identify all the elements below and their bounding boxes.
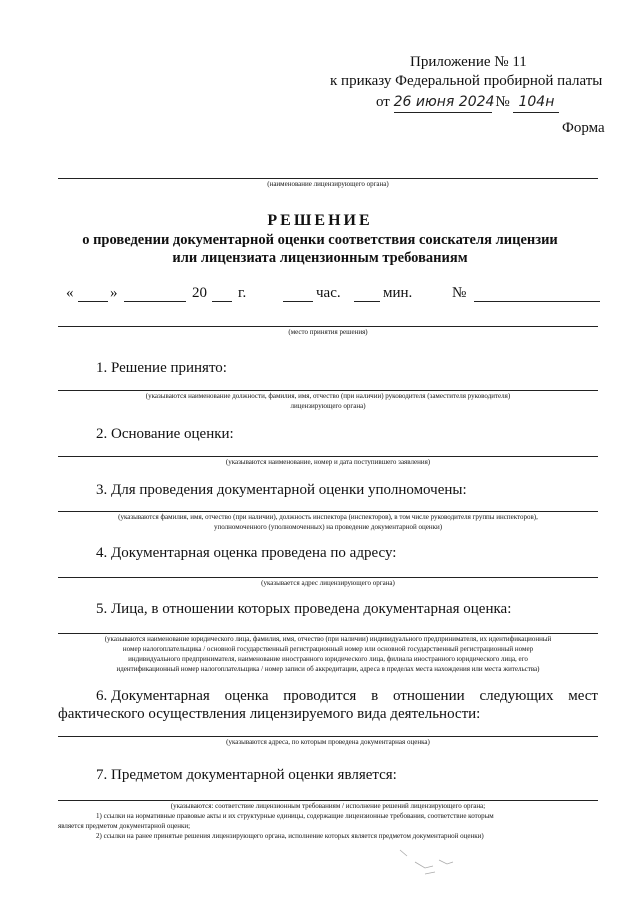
- section-6-word-4: в: [371, 688, 379, 704]
- section-6-line: [58, 736, 598, 737]
- section-7-title: 7. Предметом документарной оценки является:: [96, 767, 397, 783]
- year-prefix: 20: [192, 285, 207, 301]
- section-2-caption-1: (указываются наименование, номер и дата поступившего заявления): [225, 458, 431, 466]
- section-1-caption-1: (указываются наименование должности, фамилия, имя, отчество (при наличии) руководителя (заместителя руководителя): [145, 392, 511, 400]
- document-title: РЕШЕНИЕ: [267, 212, 373, 229]
- section-4-line: [58, 577, 598, 578]
- section-5-line: [58, 633, 598, 634]
- section-2-line: [58, 456, 598, 457]
- minutes-blank: [354, 301, 380, 302]
- section-6-title-line-2: фактического осуществления лицензируемого вида деятельности:: [58, 706, 481, 722]
- section-2-title: 2. Основание оценки:: [96, 426, 234, 442]
- section-3-caption-1: (указываются фамилия, имя, отчество (при наличии), должность инспектора (инспекторов), в том числе руководителя группы инспекторов),: [118, 513, 538, 521]
- hours-label: час.: [316, 285, 341, 301]
- scan-mark: [395, 842, 465, 882]
- org-caption: (наименование лицензирующего органа): [267, 180, 389, 188]
- section-7-caption-3: является предметом документарной оценки;: [58, 822, 191, 830]
- order-date-handwritten: 26 июня 2024: [394, 92, 492, 113]
- section-7-caption-2: 1) ссылки на нормативные правовые акты и их структурные единицы, содержащие лицензионные требования, соответствие которым: [96, 812, 494, 820]
- decision-number-blank: [474, 301, 600, 302]
- section-7-caption-1: (указываются: соответствие лицензионным требованиям / исполнение решений лицензирующего органа;: [170, 802, 486, 810]
- hours-blank: [283, 301, 313, 302]
- section-6-word-3: проводится: [283, 688, 357, 704]
- year-suffix: г.: [238, 285, 247, 301]
- section-6-title: [96, 688, 598, 705]
- section-5-caption-3: индивидуального предпринимателя, наименование иностранного юридического лица, филиала иностранного юридического лица, его: [128, 655, 528, 663]
- section-5-caption-2: номер налогоплательщика / основной государственный регистрационный номер или основной государственный регистрационный номер: [122, 645, 534, 653]
- section-3-title: 3. Для проведения документарной оценки уполномочены:: [96, 482, 467, 498]
- section-3-caption-2: уполномоченного (уполномоченных) на проведение документарной оценки): [213, 523, 443, 531]
- open-quote: «: [66, 285, 74, 301]
- number-sign: №: [452, 285, 467, 301]
- section-6-word-7: мест: [568, 688, 598, 704]
- section-6-word-5: отношении: [392, 688, 465, 704]
- section-7-line: [58, 800, 598, 801]
- section-6-word-2: оценка: [224, 688, 269, 704]
- section-6-word-6: следующих: [479, 688, 554, 704]
- day-blank: [78, 301, 108, 302]
- place-caption: (место принятия решения): [288, 328, 368, 336]
- place-line: [58, 326, 598, 327]
- section-6-word-1: 6. Документарная: [96, 688, 210, 704]
- org-name-line: [58, 178, 598, 179]
- form-label: Форма: [562, 120, 605, 136]
- section-5-caption-4: идентификационный номер налогоплательщика / номер записи об аккредитации, адреса в пределах места нахождения или места жительства): [116, 665, 540, 673]
- section-4-caption-1: (указывается адрес лицензирующего органа): [261, 579, 395, 587]
- date-prefix: от: [376, 94, 390, 110]
- section-1-title: 1. Решение принято:: [96, 360, 227, 376]
- year-blank: [212, 301, 232, 302]
- document-subtitle-2: или лицензиата лицензионным требованиям: [172, 250, 468, 266]
- order-line: к приказу Федеральной пробирной палаты: [330, 73, 603, 89]
- document-subtitle-1: о проведении документарной оценки соответствия соискателя лицензии: [82, 232, 558, 248]
- section-5-caption-1: (указываются наименование юридического лица, фамилия, имя, отчество (при наличии) индивидуального предпринимателя, их идентификационный: [104, 635, 552, 643]
- section-1-line: [58, 390, 598, 391]
- section-5-title: 5. Лица, в отношении которых проведена документарная оценка:: [96, 601, 512, 617]
- close-quote: »: [110, 285, 118, 301]
- appendix-number: Приложение № 11: [410, 54, 527, 70]
- order-number-handwritten: 104н: [513, 92, 559, 113]
- section-7-caption-4: 2) ссылки на ранее принятые решения лицензирующего органа, исполнение которых является предметом документарной оценки): [96, 832, 484, 840]
- order-date-line: [376, 92, 559, 113]
- number-prefix: №: [495, 94, 510, 110]
- section-3-line: [58, 511, 598, 512]
- minutes-label: мин.: [383, 285, 413, 301]
- section-6-caption-1: (указываются адреса, по которым проведена документарная оценка): [226, 738, 430, 746]
- month-blank: [124, 301, 186, 302]
- date-row: [0, 285, 640, 307]
- section-4-title: 4. Документарная оценка проведена по адресу:: [96, 545, 397, 561]
- section-1-caption-2: лицензирующего органа): [290, 402, 366, 410]
